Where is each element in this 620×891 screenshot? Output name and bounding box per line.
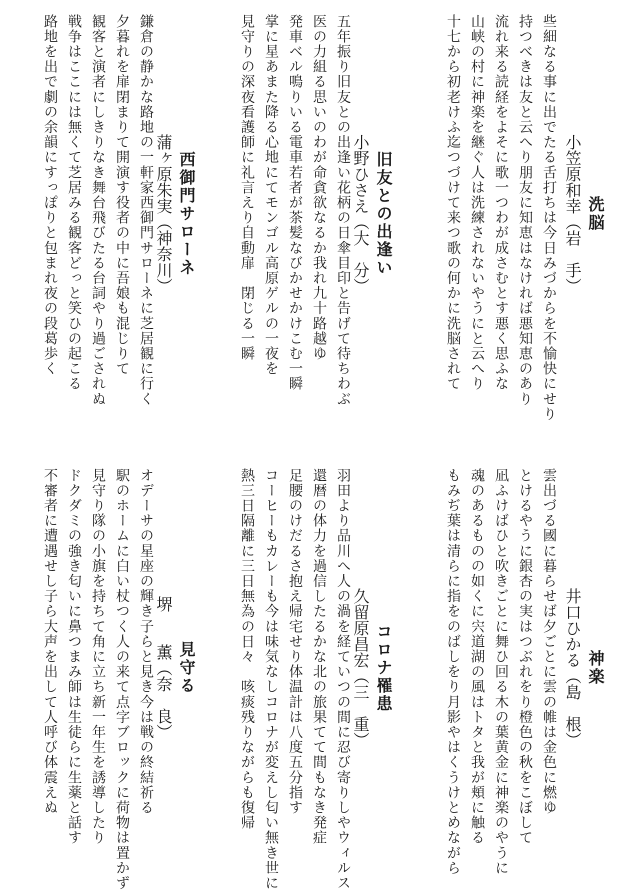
poem-block [417, 14, 607, 424]
poem-lines [38, 14, 158, 407]
poem-author: 蒲ヶ原朱実（神奈川） [154, 134, 173, 294]
poem-block [215, 14, 395, 424]
poem-lines [38, 468, 158, 891]
poem-block [215, 468, 395, 891]
tanka-line: 山峡の村に神楽を継ぐ人は洗練されないやうにと云へり [469, 14, 485, 392]
tanka-line: 足腰のけだるさ抱え帰宅せり体温計は八度五分指す [287, 468, 303, 816]
poem-title: 西御門サローネ [177, 151, 196, 277]
tanka-line: 観客と演者にしきりなき舞台飛びたる台詞やり過ごされぬ [90, 14, 106, 407]
tanka-line: 十七から初老けふ迄つづけて来つ歌の何かに洗脳されて [445, 14, 461, 392]
tanka-line: ドクダミの強き匂いに鼻つまみ師は生徒らに生薬と話す [66, 468, 82, 846]
tanka-line: 持つべきは友と云へり朋友に知恵はなければ悪知恵のあり [517, 14, 533, 407]
tanka-line: とけるやうに銀杏の実はつぶれをり橙色の秋をこぼして [517, 468, 533, 846]
poem-title: 見守る [177, 641, 196, 695]
tanka-line: 雲出づる國に暮らせば夕ごとに雲の帷は金色に燃ゆ [541, 468, 557, 816]
tanka-line: 羽田より品川へ人の渦を経ていつの間に忍び寄りしやウィルス [335, 468, 351, 891]
poem-title: 旧友との出逢い [374, 151, 393, 277]
tanka-line: 五年振り旧友との出逢い花柄の日傘目印と告げて待ちわぶ [335, 14, 351, 407]
poem-lines [441, 14, 561, 422]
poem-block [417, 468, 607, 878]
tanka-line: 不審者に遭遇せし子ら大声を出して人呼び体震えぬ [42, 468, 58, 816]
top-section [0, 14, 620, 434]
tanka-line: 路地を出で劇の余韻にすっぽりと包まれ夜の段葛歩く [42, 14, 58, 377]
tanka-line: 発車ベル鳴りいる電車若者が茶髪なびかせかけこむ一瞬 [287, 14, 303, 392]
tanka-line: 夕暮れを扉閉まりて開演す役者の中に吾娘も混じりて [114, 14, 130, 377]
tanka-line: 戦争はここには無くて芝居みる観客どっと笑ひの起こる [66, 14, 82, 392]
tanka-line: 見守り隊の小旗を持ちて角に立ち新一年生を誘導したり [90, 468, 106, 846]
bottom-section [0, 468, 620, 891]
poem-lines [441, 468, 561, 876]
tanka-line: もみぢ葉は清らに指をのばしをり月影やはくうけとめながら [445, 468, 461, 876]
tanka-line: 医の力組る思いのわが命貪欲なるか我れ九十路越ゆ [311, 14, 327, 362]
tanka-line: 些細なる事に出でたる舌打ちは今日みづからを不愉快にせり [541, 14, 557, 422]
poem-block [18, 468, 198, 891]
poem-heading [351, 14, 395, 414]
tanka-line: 掌に星あまた降る心地にてモンゴル高原ゲルの一夜を [263, 14, 279, 377]
poem-lines [235, 468, 355, 891]
poem-heading [154, 468, 198, 868]
tanka-line: 還暦の体力を過信したるかな北の旅果てて間もなき発症 [311, 468, 327, 846]
tanka-line: コーヒーもカレーも今は味気なしコロナが変えし匂い無き世に [263, 468, 279, 891]
poem-author: 井口ひかる（島 根） [563, 588, 582, 748]
tanka-line: 凪ふけばひと吹きごとに舞ひ回る木の葉黄金に神楽のやうに [493, 468, 509, 876]
tanka-line: 鎌倉の静かな路地の一軒家西御門サローネに芝居観に行く [138, 14, 154, 407]
poem-block [18, 14, 198, 424]
tanka-line: 駅のホームに白い杖つく人の来て点字ブロックに荷物は置かず [114, 468, 130, 891]
poem-title: 神楽 [586, 650, 605, 686]
poem-lines [235, 14, 355, 407]
poem-author: 堺 薫（奈 良） [154, 596, 173, 740]
poem-author: 小野ひさえ（大 分） [351, 134, 370, 294]
tanka-line: 熱三日隔離に三日無為の日々 咳痰残りながらも復帰 [239, 468, 255, 831]
poem-title: 洗脳 [586, 196, 605, 232]
poem-title: コロナ罹患 [374, 623, 393, 713]
poem-heading [563, 468, 607, 868]
poem-heading [563, 14, 607, 414]
tanka-line: 見守りの深夜看護師に礼言えり自動扉 閉じる一瞬 [239, 14, 255, 362]
poem-author: 久留原昌宏（三 重） [351, 588, 370, 748]
poem-heading [154, 14, 198, 414]
poem-author: 小笠原和幸（岩 手） [563, 134, 582, 294]
tanka-line: 流れ来る読経をよそに歌一つわが成さむとす悪く思ふな [493, 14, 509, 392]
poem-heading [351, 468, 395, 868]
tanka-line: 魂のあるものの如くに宍道湖の風はトタと我が頬に触る [469, 468, 485, 846]
tanka-line: オデーサの星座の輝き子らと見き今は戦の終結祈る [138, 468, 154, 816]
